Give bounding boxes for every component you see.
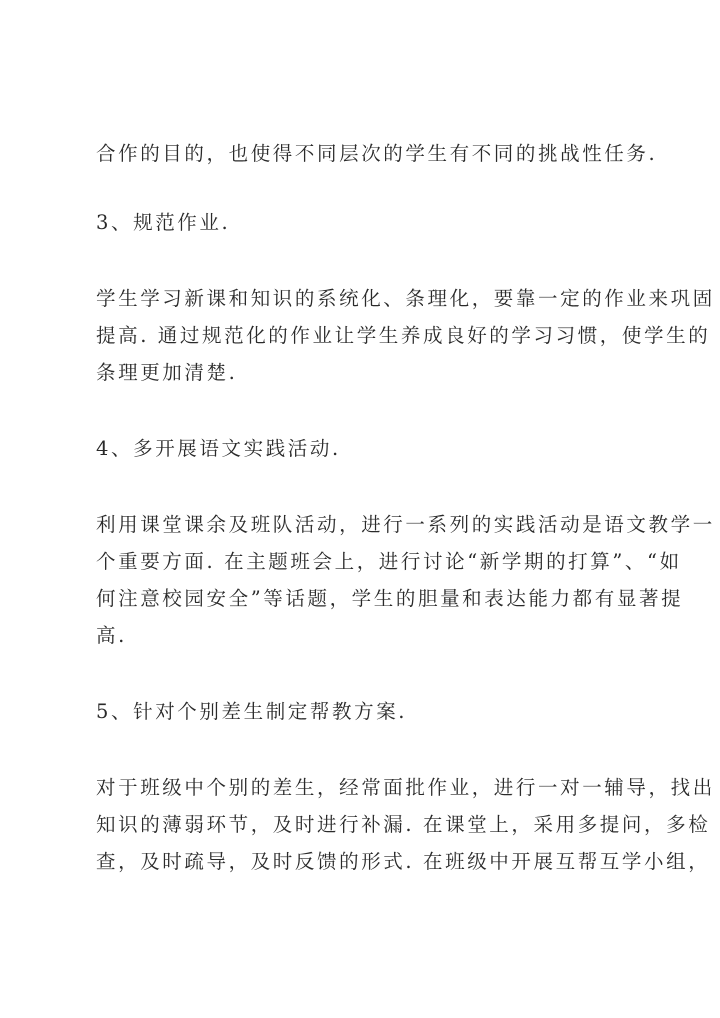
paragraph-line: 合作的目的，也使得不同层次的学生有不同的挑战性任务.: [96, 142, 658, 165]
paragraph-line: 知识的薄弱环节，及时进行补漏. 在课堂上，采用多提问，多检: [96, 813, 711, 836]
section-heading-5: 5、针对个别差生制定帮教方案.: [96, 700, 408, 723]
paragraph-line: 利用课堂课余及班队活动，进行一系列的实践活动是语文教学一: [96, 513, 715, 536]
paragraph-line: 提高. 通过规范化的作业让学生养成良好的学习习惯，使学生的: [96, 324, 711, 347]
paragraph-line: 高.: [96, 624, 127, 647]
paragraph-line: 何注意校园安全”等话题，学生的胆量和表达能力都有显著提: [96, 587, 684, 610]
paragraph-line: 条理更加清楚.: [96, 361, 238, 384]
paragraph-line: 学生学习新课和知识的系统化、条理化，要靠一定的作业来巩固: [96, 287, 715, 310]
paragraph-line: 查，及时疏导，及时反馈的形式. 在班级中开展互帮互学小组，: [96, 850, 711, 873]
section-heading-4: 4、多开展语文实践活动.: [96, 437, 341, 460]
paragraph-line: 对于班级中个别的差生，经常面批作业，进行一对一辅导，找出: [96, 776, 715, 799]
section-heading-3: 3、规范作业.: [96, 211, 231, 234]
paragraph-line: 个重要方面. 在主题班会上，进行讨论“新学期的打算”、“如: [96, 550, 682, 573]
